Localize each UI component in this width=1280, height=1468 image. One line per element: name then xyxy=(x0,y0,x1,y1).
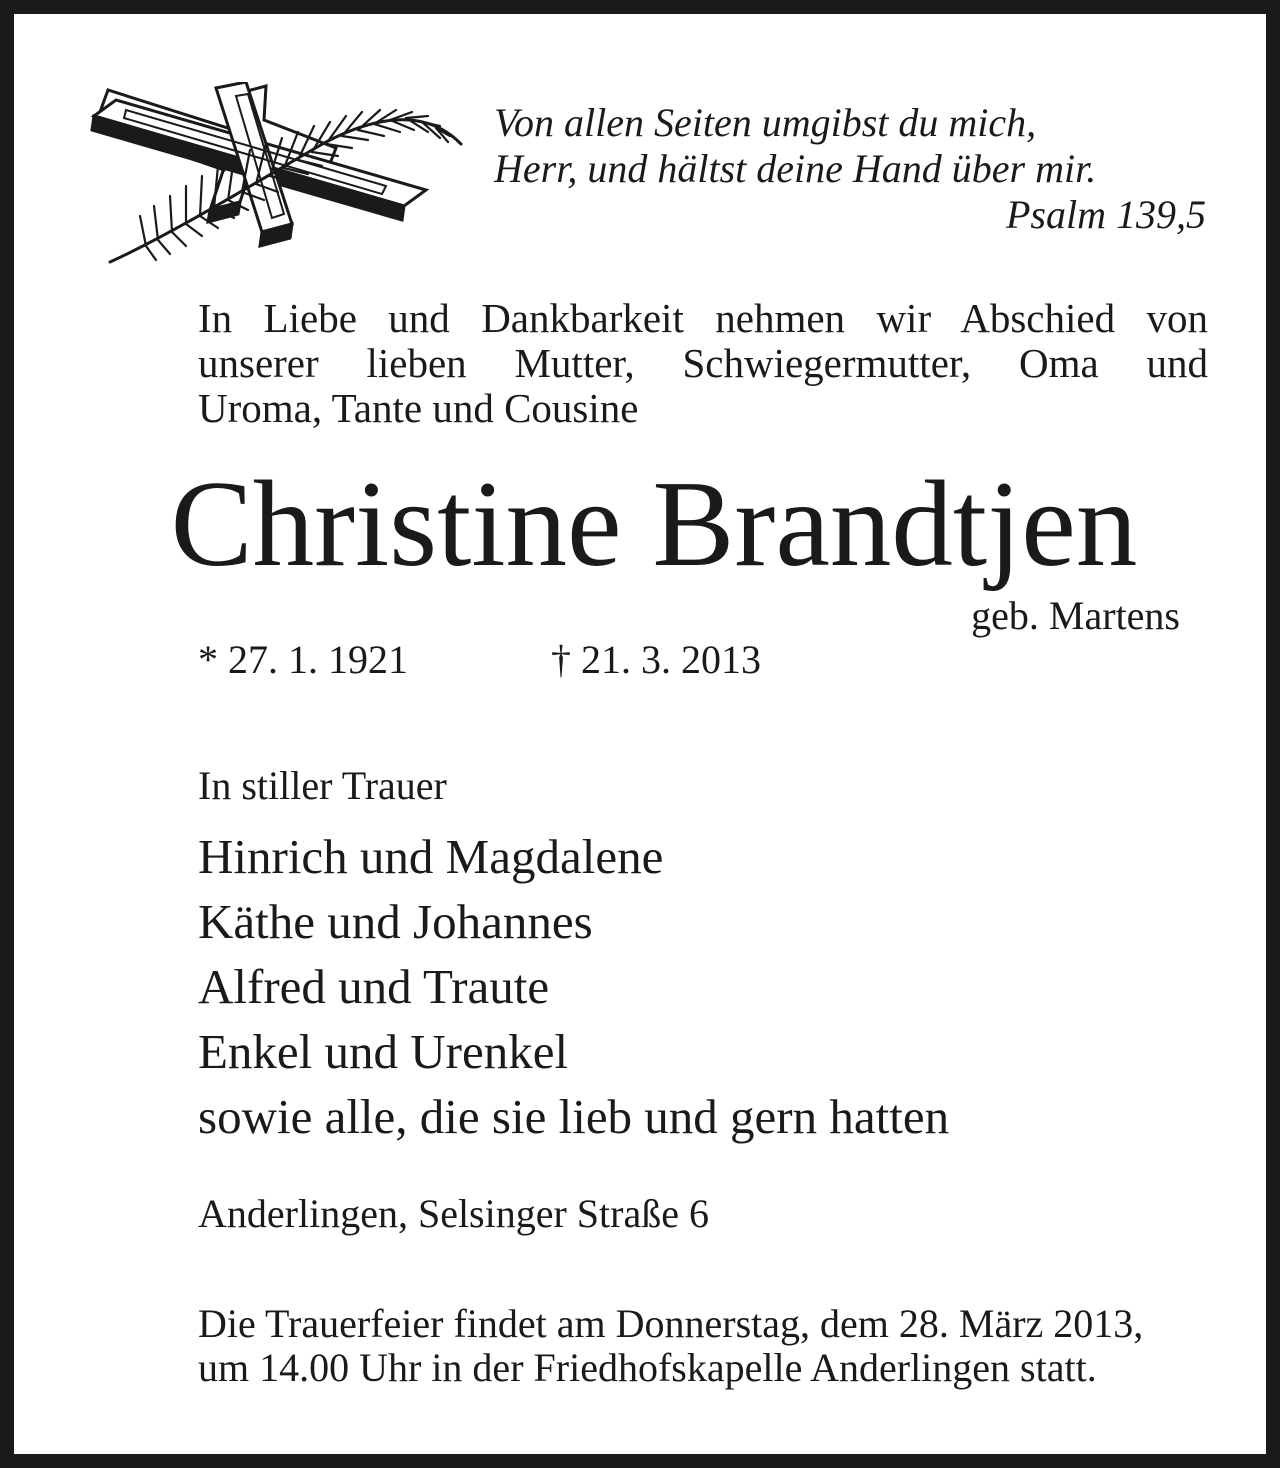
mourner-row: Hinrich und Magdalene xyxy=(198,829,664,884)
mourner-row: Käthe und Johannes xyxy=(198,894,593,949)
bible-verse xyxy=(494,100,1206,238)
family-address: Anderlingen, Selsinger Straße 6 xyxy=(198,1191,709,1236)
mourner-row: Enkel und Urenkel xyxy=(198,1024,569,1079)
mourners-list xyxy=(198,824,949,1149)
service-line-2: um 14.00 Uhr in der Friedhofskapelle Anderlingen statt. xyxy=(198,1345,1097,1390)
intro-line-2: unserer lieben Mutter, Schwiegermutter, Oma und xyxy=(198,340,1208,386)
birth-date: * 27. 1. 1921 xyxy=(198,637,408,682)
cross-with-palm-icon xyxy=(86,82,471,272)
service-line-1: Die Trauerfeier findet am Donnerstag, dem 28. März 2013, xyxy=(198,1301,1144,1346)
mourner-row: Alfred und Traute xyxy=(198,959,550,1014)
farewell-intro xyxy=(198,296,1208,431)
deceased-name: Christine Brandtjen xyxy=(170,455,1138,592)
mourning-heading: In stiller Trauer xyxy=(198,763,447,808)
intro-line-1: In Liebe und Dankbarkeit nehmen wir Abschied von xyxy=(198,295,1208,341)
mourner-row: sowie alle, die sie lieb und gern hatten xyxy=(198,1089,950,1144)
verse-line-2: Herr, und hältst deine Hand über mir. xyxy=(494,146,1097,191)
verse-line-1: Von allen Seiten umgibst du mich, xyxy=(494,100,1037,145)
intro-line-3: Uroma, Tante und Cousine xyxy=(198,385,639,431)
maiden-name: geb. Martens xyxy=(971,593,1180,638)
verse-reference: Psalm 139,5 xyxy=(1006,192,1206,237)
service-notice xyxy=(198,1302,1208,1390)
death-date: † 21. 3. 2013 xyxy=(551,637,761,682)
